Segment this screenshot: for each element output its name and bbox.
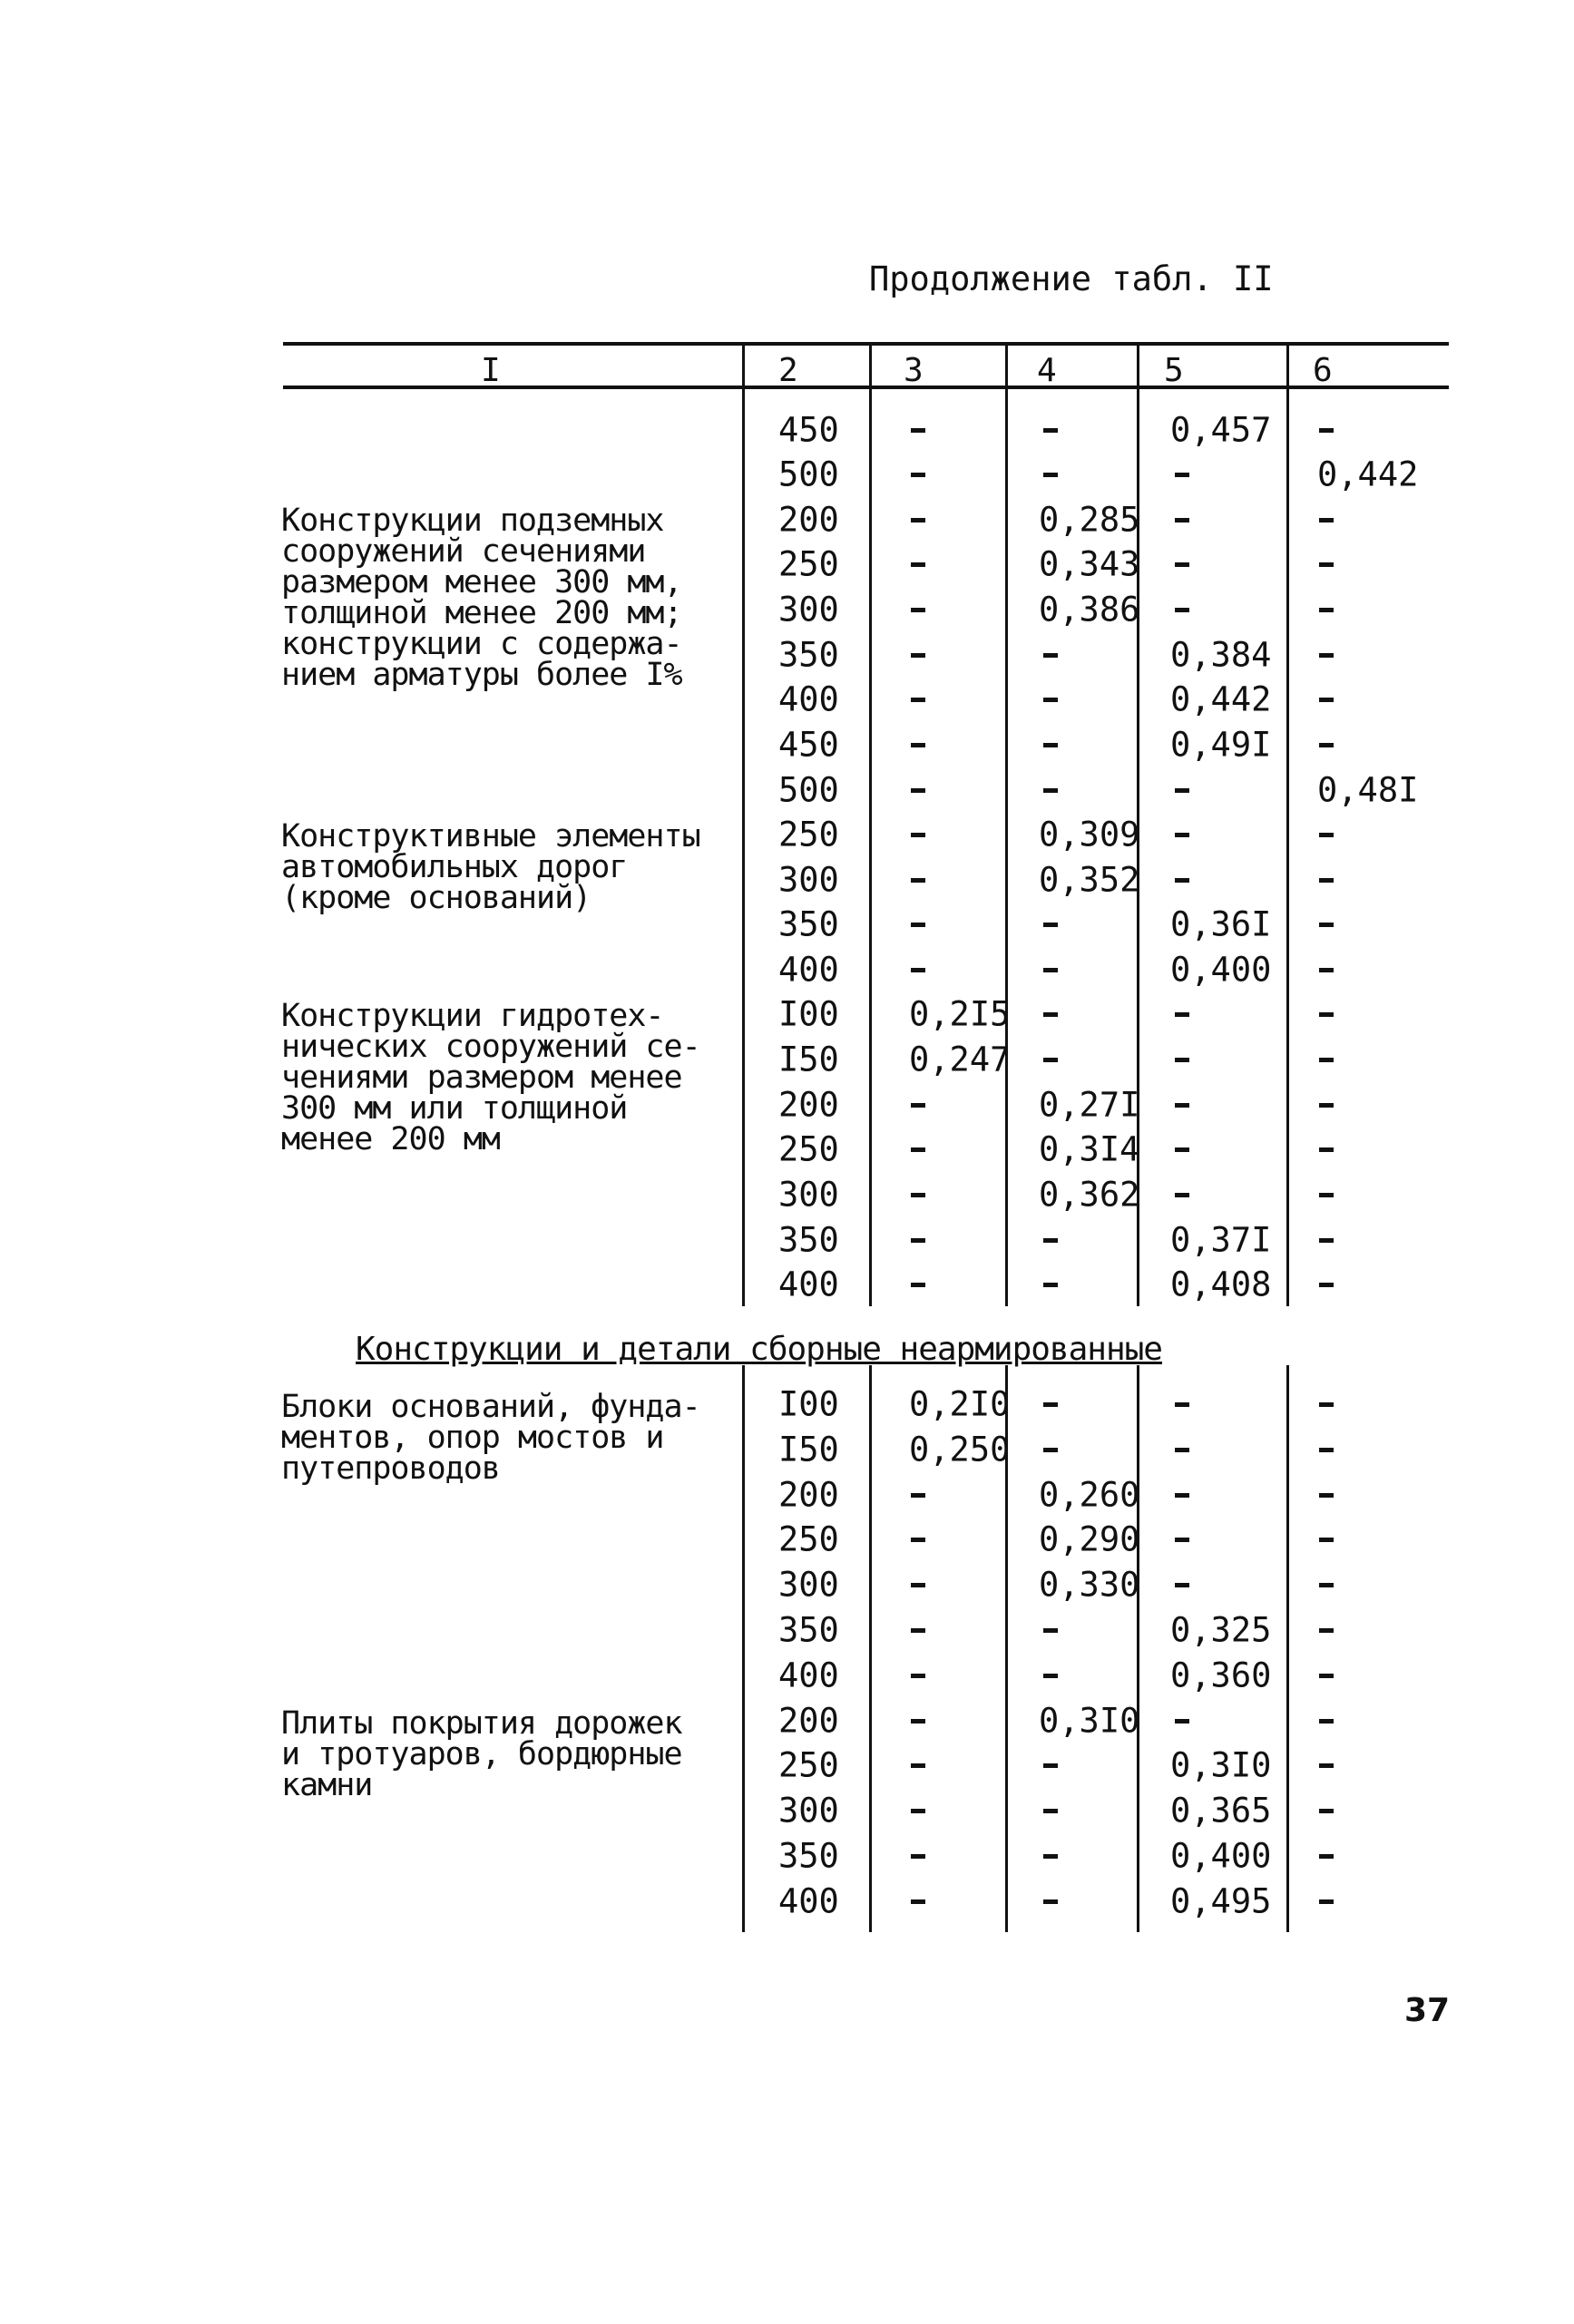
cell-size-mm: 250	[778, 1519, 839, 1559]
cell-size-mm: 250	[778, 1745, 839, 1785]
col-head-5: 5	[1164, 352, 1184, 389]
cell-dash	[1043, 1628, 1058, 1633]
column-divider	[869, 345, 872, 1306]
cell-dash	[1043, 923, 1058, 927]
cell-dash	[911, 698, 925, 702]
cell-value: 0,309	[1039, 815, 1140, 854]
cell-dash	[1175, 788, 1189, 793]
cell-dash	[1319, 878, 1334, 883]
cell-size-mm: 300	[778, 1175, 839, 1215]
cell-size-mm: 300	[778, 1565, 839, 1605]
cell-size-mm: 300	[778, 860, 839, 900]
col-head-1: I	[481, 352, 501, 389]
cell-value: 0,362	[1039, 1175, 1140, 1215]
cell-dash	[911, 968, 925, 972]
cell-dash	[1175, 1402, 1189, 1407]
cell-dash	[911, 473, 925, 477]
cell-dash	[1319, 1628, 1334, 1633]
cell-value: 0,495	[1170, 1881, 1272, 1921]
cell-dash	[1319, 562, 1334, 567]
cell-dash	[1043, 788, 1058, 793]
cell-dash	[911, 788, 925, 793]
col-head-4: 4	[1037, 352, 1057, 389]
cell-dash	[1043, 1854, 1058, 1859]
cell-value: 0,325	[1170, 1610, 1272, 1650]
cell-size-mm: I00	[778, 1384, 839, 1424]
cell-dash	[1175, 1719, 1189, 1723]
cell-size-mm: 200	[778, 1085, 839, 1125]
cell-value: 0,3I4	[1039, 1129, 1140, 1169]
cell-dash	[1319, 1493, 1334, 1498]
cell-size-mm: 300	[778, 590, 839, 630]
cell-size-mm: 350	[778, 1610, 839, 1650]
cell-size-mm: 200	[778, 1475, 839, 1515]
cell-dash	[1175, 1147, 1189, 1152]
cell-dash	[911, 608, 925, 612]
cell-value: 0,27I	[1039, 1085, 1140, 1125]
cell-dash	[911, 1493, 925, 1498]
cell-dash	[911, 1628, 925, 1633]
cell-value: 0,408	[1170, 1265, 1272, 1304]
col-head-6: 6	[1313, 352, 1333, 389]
cell-value: 0,48I	[1317, 770, 1419, 810]
column-divider	[869, 1365, 872, 1932]
cell-dash	[1043, 1674, 1058, 1678]
cell-dash	[1319, 1809, 1334, 1813]
cell-size-mm: 250	[778, 544, 839, 584]
cell-dash	[1043, 1238, 1058, 1243]
cell-dash	[1175, 878, 1189, 883]
desc-road-elements: Конструктивные элементы автомобильных дорог (кроме оснований)	[281, 818, 700, 916]
cell-size-mm: 450	[778, 410, 839, 450]
cell-dash	[911, 1103, 925, 1108]
cell-value: 0,442	[1170, 679, 1272, 719]
cell-dash	[1175, 518, 1189, 522]
cell-dash	[1319, 1674, 1334, 1678]
desc-paving-slabs: Плиты покрытия дорожек и тротуаров, бордюрные камни	[281, 1705, 682, 1803]
cell-dash	[1043, 1899, 1058, 1904]
cell-dash	[1319, 1583, 1334, 1587]
cell-value: 0,250	[909, 1430, 1011, 1470]
cell-size-mm: 350	[778, 1220, 839, 1260]
col-head-2: 2	[778, 352, 798, 389]
cell-dash	[1043, 968, 1058, 972]
cell-size-mm: 400	[778, 679, 839, 719]
cell-dash	[911, 562, 925, 567]
cell-dash	[1319, 1448, 1334, 1452]
column-divider	[1286, 1365, 1289, 1932]
column-divider	[742, 345, 745, 1306]
cell-dash	[1319, 698, 1334, 702]
desc-underground-structures: Конструкции подземных сооружений сечениями размером менее 300 мм, толщиной менее 200 мм; конструкции с содержа- нием арматуры более I%	[281, 503, 682, 693]
cell-value: 0,285	[1039, 500, 1140, 540]
section-title: Конструкции и детали сборные неармированные	[356, 1331, 1162, 1368]
cell-value: 0,400	[1170, 950, 1272, 990]
cell-dash	[1175, 1058, 1189, 1062]
cell-dash	[1175, 1448, 1189, 1452]
cell-value: 0,36I	[1170, 904, 1272, 944]
cell-dash	[911, 833, 925, 837]
cell-size-mm: 200	[778, 1701, 839, 1741]
cell-dash	[911, 1719, 925, 1723]
page-number: 37	[1404, 1992, 1451, 2029]
cell-dash	[1319, 1058, 1334, 1062]
cell-size-mm: 250	[778, 1129, 839, 1169]
column-divider	[1005, 345, 1008, 1306]
cell-size-mm: 400	[778, 1881, 839, 1921]
cell-dash	[1319, 1193, 1334, 1197]
cell-value: 0,352	[1039, 860, 1140, 900]
column-divider	[1137, 1365, 1139, 1932]
cell-value: 0,365	[1170, 1791, 1272, 1831]
cell-dash	[1319, 1402, 1334, 1407]
cell-dash	[1043, 1763, 1058, 1768]
cell-value: 0,384	[1170, 635, 1272, 675]
cell-dash	[1175, 473, 1189, 477]
cell-dash	[1175, 1012, 1189, 1017]
cell-dash	[1043, 1283, 1058, 1287]
cell-size-mm: 400	[778, 950, 839, 990]
cell-size-mm: 400	[778, 1655, 839, 1695]
cell-value: 0,360	[1170, 1655, 1272, 1695]
cell-dash	[1319, 923, 1334, 927]
cell-size-mm: I50	[778, 1430, 839, 1470]
cell-dash	[1175, 1583, 1189, 1587]
cell-dash	[911, 1538, 925, 1542]
cell-dash	[1319, 653, 1334, 658]
cell-dash	[1319, 1854, 1334, 1859]
cell-dash	[1043, 1809, 1058, 1813]
cell-value: 0,330	[1039, 1565, 1140, 1605]
cell-size-mm: 450	[778, 725, 839, 765]
table-header-rule	[283, 386, 1449, 389]
cell-value: 0,2I0	[909, 1384, 1011, 1424]
cell-value: 0,442	[1317, 454, 1419, 494]
cell-dash	[1043, 1402, 1058, 1407]
cell-dash	[911, 923, 925, 927]
cell-value: 0,3I0	[1039, 1701, 1140, 1741]
cell-dash	[911, 1147, 925, 1152]
cell-size-mm: 300	[778, 1791, 839, 1831]
cell-dash	[911, 1763, 925, 1768]
cell-dash	[911, 1283, 925, 1287]
cell-dash	[1043, 1058, 1058, 1062]
cell-size-mm: 500	[778, 454, 839, 494]
cell-size-mm: 200	[778, 500, 839, 540]
cell-dash	[1319, 968, 1334, 972]
cell-size-mm: 350	[778, 904, 839, 944]
cell-dash	[1043, 1012, 1058, 1017]
cell-dash	[911, 1809, 925, 1813]
cell-size-mm: 350	[778, 1836, 839, 1876]
cell-value: 0,2I5	[909, 994, 1011, 1034]
cell-dash	[1043, 1448, 1058, 1452]
desc-hydrotechnical: Конструкции гидротех- нических сооружений се- чениями размером менее 300 мм или толщиной менее 200 мм	[281, 998, 700, 1157]
cell-size-mm: 350	[778, 635, 839, 675]
cell-value: 0,37I	[1170, 1220, 1272, 1260]
cell-dash	[911, 1193, 925, 1197]
cell-dash	[1043, 653, 1058, 658]
cell-size-mm: I00	[778, 994, 839, 1034]
cell-value: 0,343	[1039, 544, 1140, 584]
cell-dash	[911, 1583, 925, 1587]
cell-dash	[1043, 428, 1058, 433]
cell-dash	[1319, 1012, 1334, 1017]
cell-dash	[911, 653, 925, 658]
cell-dash	[1319, 518, 1334, 522]
table-top-rule	[283, 342, 1449, 346]
cell-dash	[911, 878, 925, 883]
cell-dash	[1319, 833, 1334, 837]
table-caption: Продолжение табл. II	[869, 259, 1274, 298]
cell-dash	[1175, 1103, 1189, 1108]
cell-dash	[1319, 1283, 1334, 1287]
cell-value: 0,290	[1039, 1519, 1140, 1559]
cell-dash	[1175, 833, 1189, 837]
cell-dash	[1319, 1147, 1334, 1152]
desc-foundation-blocks: Блоки оснований, фунда- ментов, опор мостов и путепроводов	[281, 1389, 700, 1487]
cell-dash	[1319, 428, 1334, 433]
cell-dash	[911, 1238, 925, 1243]
cell-size-mm: 400	[778, 1265, 839, 1304]
cell-value: 0,247	[909, 1040, 1011, 1079]
column-divider	[742, 1365, 745, 1932]
cell-dash	[1319, 1763, 1334, 1768]
cell-value: 0,260	[1039, 1475, 1140, 1515]
cell-dash	[1043, 743, 1058, 747]
cell-dash	[1319, 1899, 1334, 1904]
cell-dash	[1175, 1538, 1189, 1542]
cell-dash	[911, 1899, 925, 1904]
column-divider	[1286, 345, 1289, 1306]
cell-value: 0,400	[1170, 1836, 1272, 1876]
cell-dash	[1319, 1719, 1334, 1723]
cell-value: 0,3I0	[1170, 1745, 1272, 1785]
cell-dash	[1319, 743, 1334, 747]
cell-dash	[911, 1854, 925, 1859]
cell-value: 0,457	[1170, 410, 1272, 450]
cell-dash	[1175, 562, 1189, 567]
cell-dash	[1043, 698, 1058, 702]
col-head-3: 3	[904, 352, 924, 389]
cell-dash	[1319, 1538, 1334, 1542]
cell-dash	[1319, 608, 1334, 612]
cell-dash	[1175, 1493, 1189, 1498]
cell-dash	[911, 1674, 925, 1678]
cell-dash	[911, 428, 925, 433]
cell-dash	[1319, 1238, 1334, 1243]
cell-dash	[1043, 473, 1058, 477]
cell-size-mm: 500	[778, 770, 839, 810]
cell-size-mm: 250	[778, 815, 839, 854]
cell-dash	[1175, 1193, 1189, 1197]
cell-dash	[1319, 1103, 1334, 1108]
cell-dash	[911, 518, 925, 522]
cell-value: 0,49I	[1170, 725, 1272, 765]
cell-dash	[1175, 608, 1189, 612]
cell-dash	[911, 743, 925, 747]
cell-value: 0,386	[1039, 590, 1140, 630]
cell-size-mm: I50	[778, 1040, 839, 1079]
